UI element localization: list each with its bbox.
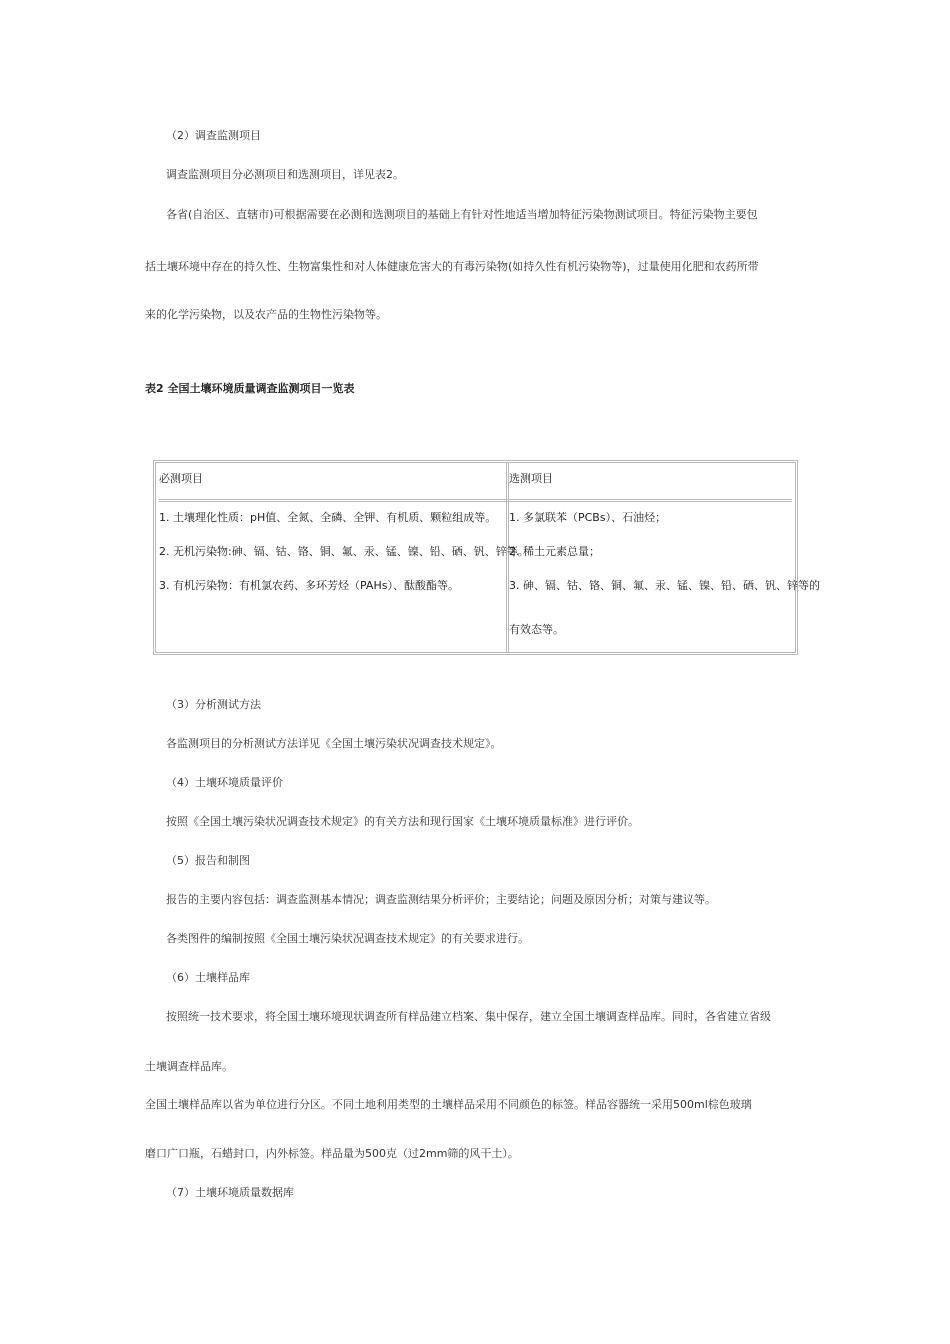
paragraph: 各省(自治区、直辖市)可根据需要在必测和选测项目的基础上有针对性地适当增加特征污染物测试项目。特征污染物主要包 (166, 208, 758, 221)
paragraph: 磨口广口瓶，石蜡封口，内外标签。样品量为500克（过2mm筛的风干土）。 (145, 1147, 519, 1160)
column-header-required: 必测项目 (159, 472, 203, 485)
paragraph: 各类图件的编制按照《全国土壤污染状况调查技术规定》的有关要求进行。 (166, 932, 529, 945)
paragraph: 各监测项目的分析测试方法详见《全国土壤污染状况调查技术规定》。 (166, 737, 502, 750)
table-cell: 1. 土壤理化性质：pH值、全氮、全磷、全钾、有机质、颗粒组成等。 (159, 511, 497, 524)
section5-heading: （5）报告和制图 (166, 854, 250, 867)
paragraph: 按照《全国土壤污染状况调查技术规定》的有关方法和现行国家《土壤环境质量标准》进行评价。 (166, 815, 639, 828)
section4-heading: （4）土壤环境质量评价 (166, 776, 283, 789)
column-header-optional: 选测项目 (509, 472, 553, 485)
table-cell: 有效态等。 (509, 623, 564, 636)
table-cell: 3. 有机污染物：有机氯农药、多环芳烃（PAHs）、酞酸酯等。 (159, 579, 459, 592)
paragraph: 括土壤环境中存在的持久性、生物富集性和对人体健康危害大的有毒污染物(如持久性有机污染物等)，过量使用化肥和农药所带 (145, 260, 759, 273)
section7-heading: （7）土壤环境质量数据库 (166, 1186, 294, 1199)
section2-heading: （2）调查监测项目 (166, 129, 261, 142)
table-cell: 2. 稀土元素总量； (509, 545, 600, 558)
paragraph: 调查监测项目分必测项目和选测项目，详见表2。 (166, 168, 404, 181)
paragraph: 报告的主要内容包括：调查监测基本情况；调查监测结果分析评价；主要结论；问题及原因分析；对策与建议等。 (166, 893, 716, 906)
monitoring-items-table (153, 460, 820, 655)
table-caption: 表2 全国土壤环境质量调查监测项目一览表 (145, 382, 355, 395)
paragraph: 土壤调查样品库。 (145, 1060, 233, 1073)
header-divider (159, 499, 792, 502)
section6-heading: （6）土壤样品库 (166, 971, 250, 984)
table-cell: 1. 多氯联苯（PCBs）、石油烃； (509, 511, 667, 524)
paragraph: 来的化学污染物，以及农产品的生物性污染物等。 (145, 308, 387, 321)
table-cell: 2. 无机污染物:砷、镉、钴、铬、铜、氟、汞、锰、镍、铅、硒、钒、锌等。 (159, 545, 529, 558)
table-cell: 3. 砷、镉、钴、铬、铜、氟、汞、锰、镍、铅、硒、钒、锌等的 (509, 579, 820, 592)
section3-heading: （3）分析测试方法 (166, 698, 261, 711)
paragraph: 全国土壤样品库以省为单位进行分区。不同土地利用类型的土壤样品采用不同颜色的标签。样品容器统一采用500ml棕色玻璃 (145, 1098, 752, 1111)
paragraph: 按照统一技术要求，将全国土壤环境现状调查所有样品建立档案、集中保存，建立全国土壤调查样品库。同时，各省建立省级 (166, 1010, 771, 1023)
